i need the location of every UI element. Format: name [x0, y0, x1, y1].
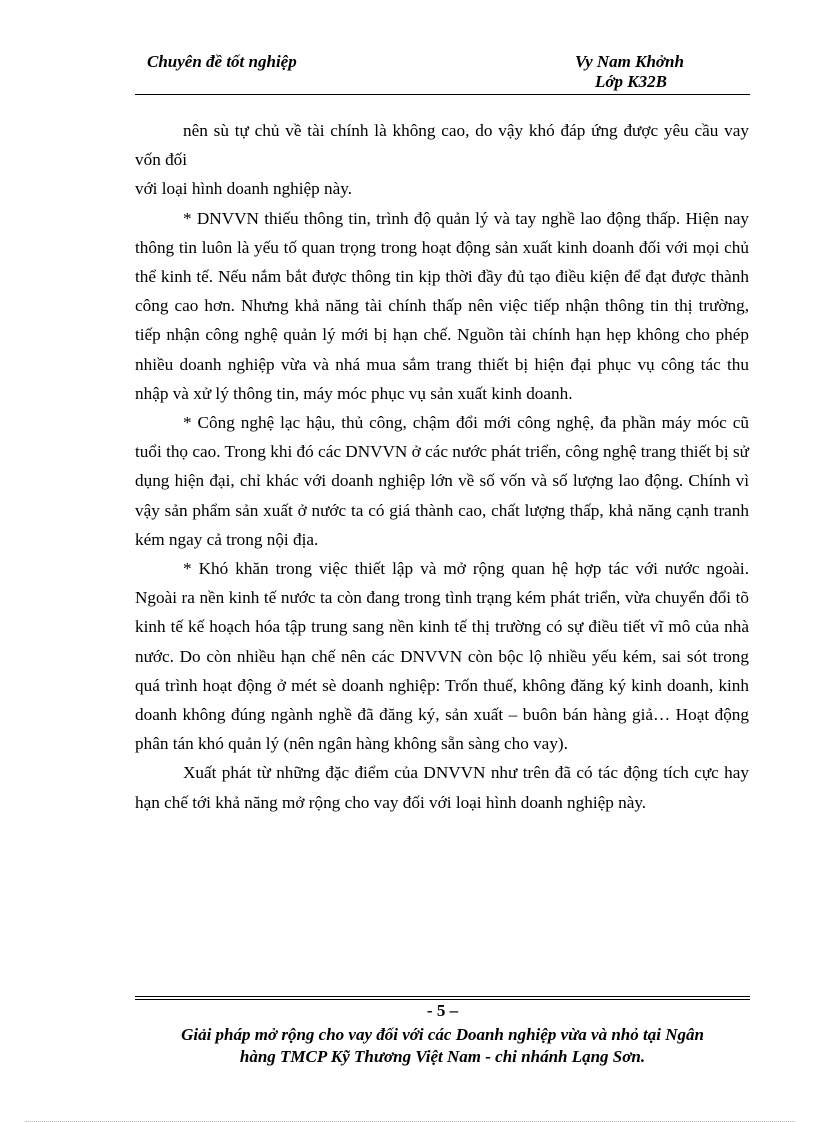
footer-title-line-1: Giải pháp mở rộng cho vay đối với các Doanh nghiệp vừa và nhỏ tại Ngân	[181, 1025, 704, 1044]
paragraph-3: * Công nghệ lạc hậu, thủ công, chậm đổi mới công nghệ, đa phần máy móc cũ tuổi thọ cao. Trong khi đó các DNVVN ở các nước phát triển, công nghệ trang thiết bị sử dụng hiện đại, chỉ khác với doanh nghiệp lớn về số vốn và số lượng lao động. Chính vì vậy sản phẩm sản xuất ở nước ta có giá thành cao, chất lượng thấp, khả năng cạnh tranh kém ngay cả trong nội địa.	[135, 413, 749, 549]
paragraph-1-line-1: nên sù tự chủ về tài chính là không cao, do vậy khó đáp ứng được yêu cầu vay vốn đối	[135, 121, 749, 170]
body-text	[135, 116, 749, 817]
paragraph-4: * Khó khăn trong việc thiết lập và mở rộng quan hệ hợp tác với nước ngoài. Ngoài ra nền kinh tế nước ta còn đang trong tình trạng kém phát triển, vừa chuyển đổi tõ kinh tế kế hoạch hóa tập trung sang nền kinh tế thị trường có sự điều tiết vĩ mô của nhà nước. Do còn nhiều hạn chế nên các DNVVN còn bộc lộ nhiều yếu kém, sai sót trong quá trình hoạt động ở mét sè doanh nghiệp: Trốn thuế, không đăng ký kinh doanh, kinh doanh không đúng ngành nghề đã đăng ký, sản xuất – buôn bán hàng giả… Hoạt động phân tán khó quản lý (nên ngân hàng không sẵn sàng cho vay).	[135, 559, 749, 754]
footer-title-line-2: hàng TMCP Kỹ Thương Việt Nam - chi nhánh Lạng Sơn.	[239, 1047, 646, 1066]
paragraph-5: Xuất phát từ những đặc điểm của DNVVN như trên đã có tác động tích cực hay hạn chế tới khả năng mở rộng cho vay đối với loại hình doanh nghiệp này.	[135, 763, 749, 812]
page-header	[135, 48, 750, 96]
author-name: Vy Nam Khởnh	[575, 52, 684, 71]
footer-title	[135, 1024, 750, 1068]
author-block	[575, 52, 684, 92]
paragraph-2: * DNVVN thiếu thông tin, trình độ quản lý và tay nghề lao động thấp. Hiện nay thông tin luôn là yếu tố quan trọng trong hoạt động sản xuất kinh doanh đối với mọi chủ thể kinh tế. Nếu nắm bắt được thông tin kịp thời đầy đủ tạo điều kiện để đạt được thành công cao hơn. Nhưng khả năng tài chính thấp nên việc tiếp nhận thông tin thị trường, tiếp nhận công nghệ quản lý mới bị hạn chế. Nguồn tài chính hạn hẹp không cho phép nhiều doanh nghiệp vừa và nhá mua sắm trang thiết bị hiện đại phục vụ công tác thu nhập và xử lý thông tin, máy móc phục vụ sản xuất kinh doanh.	[135, 208, 749, 403]
header-divider	[135, 94, 750, 95]
document-type-title: Chuyên đề tốt nghiệp	[147, 52, 297, 71]
page-number: - 5 –	[426, 1001, 459, 1020]
paragraph-1-line-2: với loại hình doanh nghiệp này.	[135, 179, 353, 199]
class-name: Lớp K32B	[595, 72, 667, 91]
page-bottom-edge	[25, 1121, 795, 1122]
footer-divider-top	[135, 996, 750, 997]
footer-divider-bottom	[135, 999, 750, 1000]
